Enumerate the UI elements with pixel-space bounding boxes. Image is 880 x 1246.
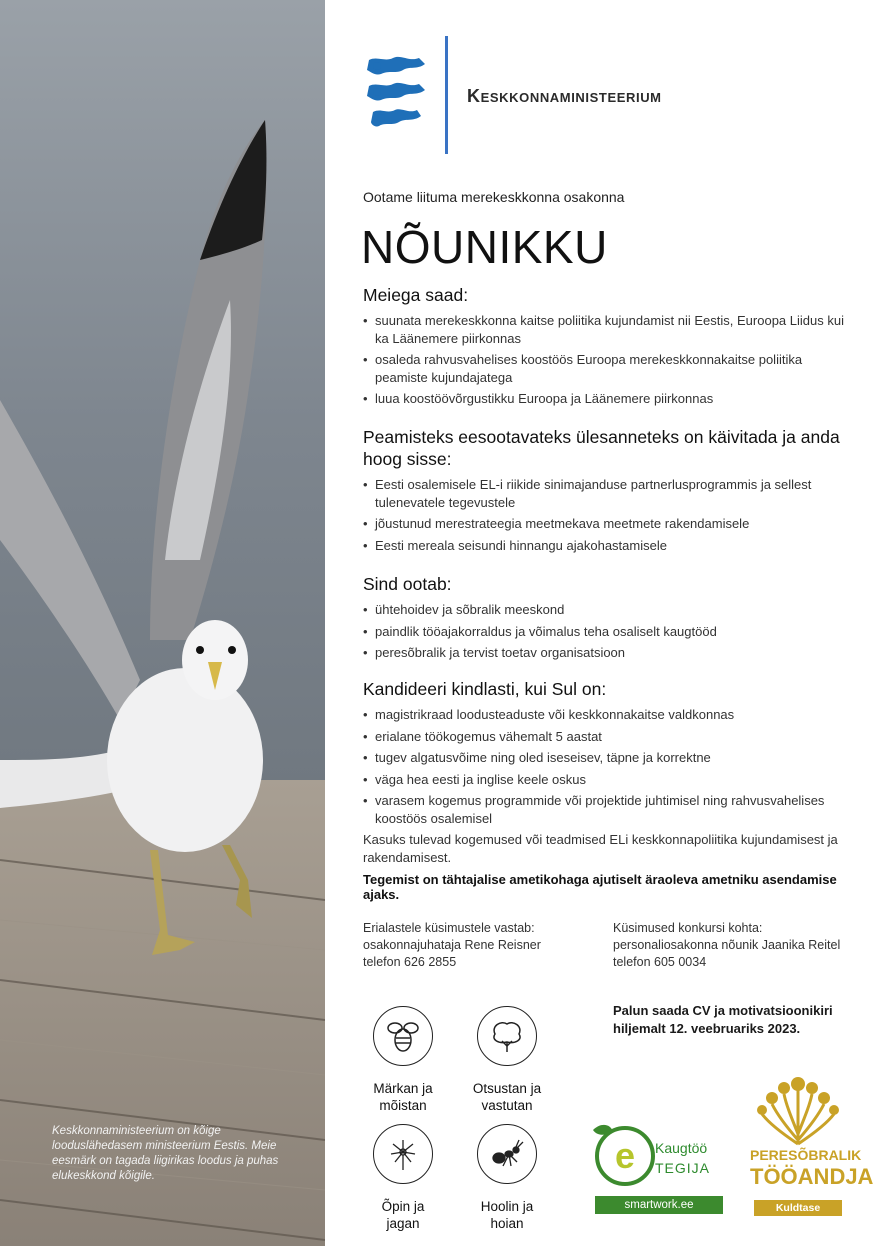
value-care [447,1124,567,1232]
list-item: • peresõbralik ja tervist toetav organisatsioon [363,644,853,662]
useful-experience-text: Kasuks tulevad kogemused või teadmised ELi keskkonnapoliitika kujundamisest ja rakendamisest. [363,832,838,865]
leaf-e-icon [587,1118,657,1188]
section-requirements [363,678,853,902]
job-title: NÕUNIKKU [361,221,608,273]
contact-specialist [363,920,541,971]
list-item: • luua koostöövõrgustikku Euroopa ja Läänemere piirkonnas [363,390,853,408]
list-item: • Eesti osalemisele EL-i riikide sinimajanduse partnerlusprogrammis ja sellest tulenevatele tegevustele [363,476,853,511]
list-item: • ühtehoidev ja sõbralik meeskond [363,601,853,619]
temporary-position-note: Tegemist on tähtajalise ametikohaga ajutiselt äraoleva ametniku asendamise ajaks. [363,872,837,902]
family-tree-icon [750,1074,846,1146]
ministry-name: Keskkonnaministeerium [467,86,662,106]
list-item: • Eesti mereala seisundi hinnangu ajakohastamisele [363,537,853,555]
value-label: mõistan [379,1098,427,1113]
value-label: jagan [386,1216,420,1231]
coat-of-arms-logo [363,52,429,136]
section-benefits [363,573,853,666]
value-learn [343,1124,463,1232]
smartwork-url: smartwork.ee [595,1196,723,1214]
list-item: • osaleda rahvusvahelises koostöös Euroopa merekeskkonnakaitse poliitika peamiste kujundajatega [363,351,853,386]
ant-icon [477,1124,537,1184]
value-notice [343,1006,463,1114]
contact-label: Erialastele küsimustele vastab: [363,921,535,935]
badge-text: TEGIJA [655,1160,711,1176]
deadline-line: hiljemalt 12. veebruariks 2023. [613,1021,801,1036]
contact-phone: telefon 626 2855 [363,955,457,969]
list-item: • suunata merekeskkonna kaitse poliitika kujundamist nii Eestis, Euroopa Liidus kui ka Läänemere piirkonnas [363,312,853,347]
contact-hr [613,920,840,971]
remote-work-badge [587,1118,727,1218]
contact-person: personaliosakonna nõunik Jaanika Reitel [613,938,841,952]
logo-divider [445,36,448,154]
list-item: • tugev algatusvõime ning oled iseseisev, täpne ja korrektne [363,749,853,767]
list-item: • paindlik tööajakorraldus ja võimalus teha osaliselt kaugtööd [363,623,853,641]
seagull-photo [0,0,325,1246]
section-heading: Peamisteks eesootavateks ülesanneteks on käivitada ja anda hoog sisse: [363,427,840,469]
section-heading: Sind ootab: [363,574,452,594]
section-heading: Kandideeri kindlasti, kui Sul on: [363,679,607,699]
invite-text: Ootame liituma merekeskkonna osakonna [363,189,625,205]
application-deadline [613,1002,863,1038]
value-label: Õpin ja [381,1199,425,1214]
list-item: • jõustunud merestrateegia meetmekava meetmete rakendamisele [363,515,853,533]
value-label: Hoolin ja [480,1199,534,1214]
family-friendly-badge [750,1074,874,1218]
badge-text: Kaugtöö [655,1140,708,1156]
value-label: hoian [490,1216,524,1231]
deadline-line: Palun saada CV ja motivatsioonikiri [613,1003,833,1018]
section-tasks [363,426,853,558]
contact-phone: telefon 605 0034 [613,955,707,969]
list-item: • varasem kogemus programmide või projektide juhtimisel ning rahvusvahelises koostöös osalemisel [363,792,853,827]
section-offer [363,284,853,412]
photo-caption: Keskkonnaministeerium on kõige looduslähedasem ministeerium Eestis. Meie eesmärk on tagada liigirikas loodus ja puhas elukeskkond kõigile. [52,1125,279,1182]
list-item: • erialane töökogemus vähemalt 5 aastat [363,728,853,746]
section-heading: Meiega saad: [363,285,469,305]
list-item: • väga hea eesti ja inglise keele oskus [363,771,853,789]
bee-icon [373,1006,433,1066]
badge-text: TÖÖANDJA [750,1164,874,1189]
svg-text:e: e [614,1135,636,1176]
list-item: • magistrikraad loodusteaduste või keskkonnakaitse valdkonnas [363,706,853,724]
value-label: vastutan [481,1098,533,1113]
dandelion-icon [373,1124,433,1184]
content-column [325,0,880,1246]
gold-level-label: Kuldtase [754,1200,842,1216]
contact-label: Küsimused konkursi kohta: [613,921,763,935]
badge-text: PERESÕBRALIK [750,1147,862,1163]
contact-person: osakonnajuhataja Rene Reisner [363,938,541,952]
value-label: Märkan ja [373,1081,433,1096]
tree-icon [477,1006,537,1066]
value-decide [447,1006,567,1114]
value-label: Otsustan ja [472,1081,542,1096]
